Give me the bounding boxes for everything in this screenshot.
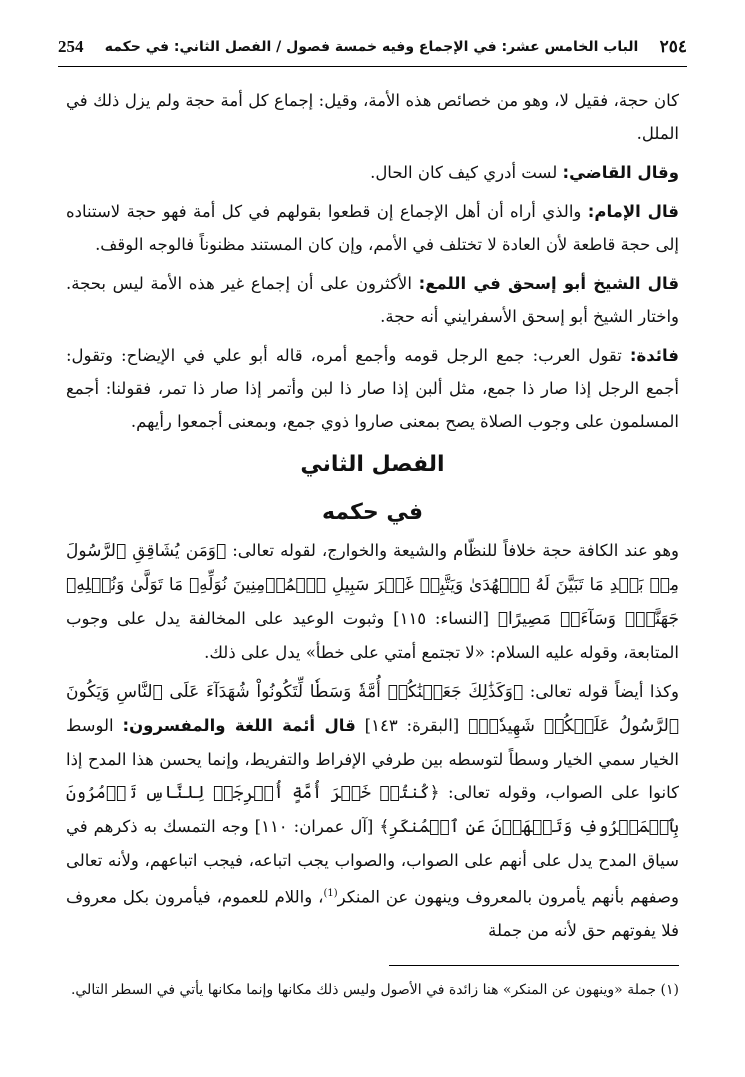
paragraph-lead: قال أئمة اللغة والمفسرون: xyxy=(122,716,356,735)
running-title: الباب الخامس عشر: في الإجماع وفيه خمسة فصول / الفصل الثاني: في حكمه xyxy=(104,39,639,55)
paragraph-text: والذي أراه أن أهل الإجماع إن قطعوا بقولهم في كل أمة فهو حجة لاستناده إلى حجة قاطعة لأن العادة لا تختلف في الأمم، وإن كان المستند مظنوناً فالوجه الوقف. xyxy=(66,202,679,254)
paragraph-text: [النساء: ١١٥] وثبوت الوعيد على المخالفة يدل على وجوب المتابعة، وقوله عليه السلام: «لا تجتمع أمتي على خطأ» يدل على ذلك. xyxy=(66,609,679,662)
paragraph-1 xyxy=(66,84,679,150)
footnote: (١) جملة «وينهون عن المنكر» هنا زائدة في الأصول وليس ذلك مكانها وإنما مكانها يأتي في السطر التالي. xyxy=(70,982,679,998)
page-body xyxy=(66,84,679,953)
paragraph-faida xyxy=(66,339,679,438)
quran-verse: ﴿وَكَذَٰلِكَ جَعَلۡنَٰكُمۡ أُمَّةٗ وَسَطٗا لِّتَكُونُواْ شُهَدَآءَ عَلَى ٱلنَّاسِ وَيَكُونَ ٱلرَّسُولُ عَلَيۡكُمۡ شَهِيدٗاۗ﴾ xyxy=(66,682,680,736)
paragraph-text: تقول العرب: جمع الرجل قومه وأجمع أمره، قاله أبو علي في الإيضاح: وتقول: أجمع الرجل إذا صار ذا جمع، مثل ألبن إذا صار ذا لبن وأتمر إذا صار ذا تمر، فقولنا: أجمع المسلمون على وجوب الصلاة يصح بمعنى صاروا ذوي جمع، وبمعنى أجمعوا رأيهم. xyxy=(66,346,679,431)
paragraph-text: كان حجة، فقيل لا، وهو من خصائص هذه الأمة، وقيل: إجماع كل أمة حجة ولم يزل ذلك في الملل. xyxy=(66,91,679,143)
paragraph-lead: قال الشيخ أبو إسحق في اللمع: xyxy=(418,274,679,293)
quran-verse: ﴿كُنتُمۡ خَيۡرَ أُمَّةٍ أُخۡرِجَتۡ لِلنَّاسِ تَأۡمُرُونَ بِٱلۡمَعۡرُوفِ وَتَنۡهَوۡنَ عَنِ ٱلۡمُنكَرِ﴾ xyxy=(66,783,680,837)
paragraph-text: وهو عند الكافة حجة خلافاً للنظّام والشيعة والخوارج، لقوله تعالى: xyxy=(226,541,679,560)
page-header xyxy=(58,28,687,67)
footnote-divider xyxy=(389,965,679,966)
paragraph-text: لست أدري كيف كان الحال. xyxy=(370,163,563,182)
quran-verse: ﴿وَمَن يُشَاقِقِ ٱلرَّسُولَ مِنۢ بَعۡدِ مَا تَبَيَّنَ لَهُ ٱلۡهُدَىٰ وَيَتَّبِعۡ غَيۡرَ سَبِيلِ ٱلۡمُؤۡمِنِينَ نُوَلِّهِۦ مَا تَوَلَّىٰ وَنُصۡلِهِۦ جَهَنَّمَۖ وَسَآءَتۡ مَصِيرًا﴾ xyxy=(66,541,679,629)
paragraph-lead: وقال القاضي: xyxy=(562,163,679,182)
paragraph-text: الوسط الخيار سمي الخيار وسطاً لتوسطه بين طرفي الإفراط والتفريط، وإنما يحسن هذا المدح إذا كانوا على الصواب، وقوله تعالى: xyxy=(66,716,679,802)
paragraph-text: وكذا أيضاً قوله تعالى: xyxy=(523,682,679,701)
paragraph-abu-ishaq xyxy=(66,267,679,333)
section-subheading: في حكمه xyxy=(321,500,424,525)
page-number-latin: 254 xyxy=(58,37,84,56)
paragraph-ruling xyxy=(66,534,679,669)
paragraph-lead: قال الإمام: xyxy=(587,202,679,221)
paragraph-text: ، واللام للعموم، فيأمرون بكل معروف فلا يفوتهم حق لأنه من جملة xyxy=(66,887,679,940)
section-heading: الفصل الثاني xyxy=(300,452,445,477)
paragraph-wasat xyxy=(66,675,679,947)
paragraph-imam xyxy=(66,195,679,261)
paragraph-text: الأكثرون على أن إجماع غير هذه الأمة ليس بحجة. واختار الشيخ أبو إسحق الأسفرايني أنه حجة. xyxy=(66,274,679,326)
paragraph-text: [البقرة: ١٤٣] xyxy=(355,716,469,735)
paragraph-lead: فائدة: xyxy=(629,346,679,365)
paragraph-text: [آل عمران: ١١٠] وجه التمسك به ذكرهم في سياق المدح يدل على أنهم على الصواب، والصواب يجب اتباعه، فيجب اتباعهم، ولأنه تعالى وصفهم بأنهم يأمرون بالمعروف وينهون عن المنكر xyxy=(66,817,680,907)
page-number-arabic: ٢٥٤ xyxy=(659,37,687,56)
paragraph-qadi xyxy=(66,156,679,189)
footnote-reference[interactable]: (1) xyxy=(323,888,338,899)
